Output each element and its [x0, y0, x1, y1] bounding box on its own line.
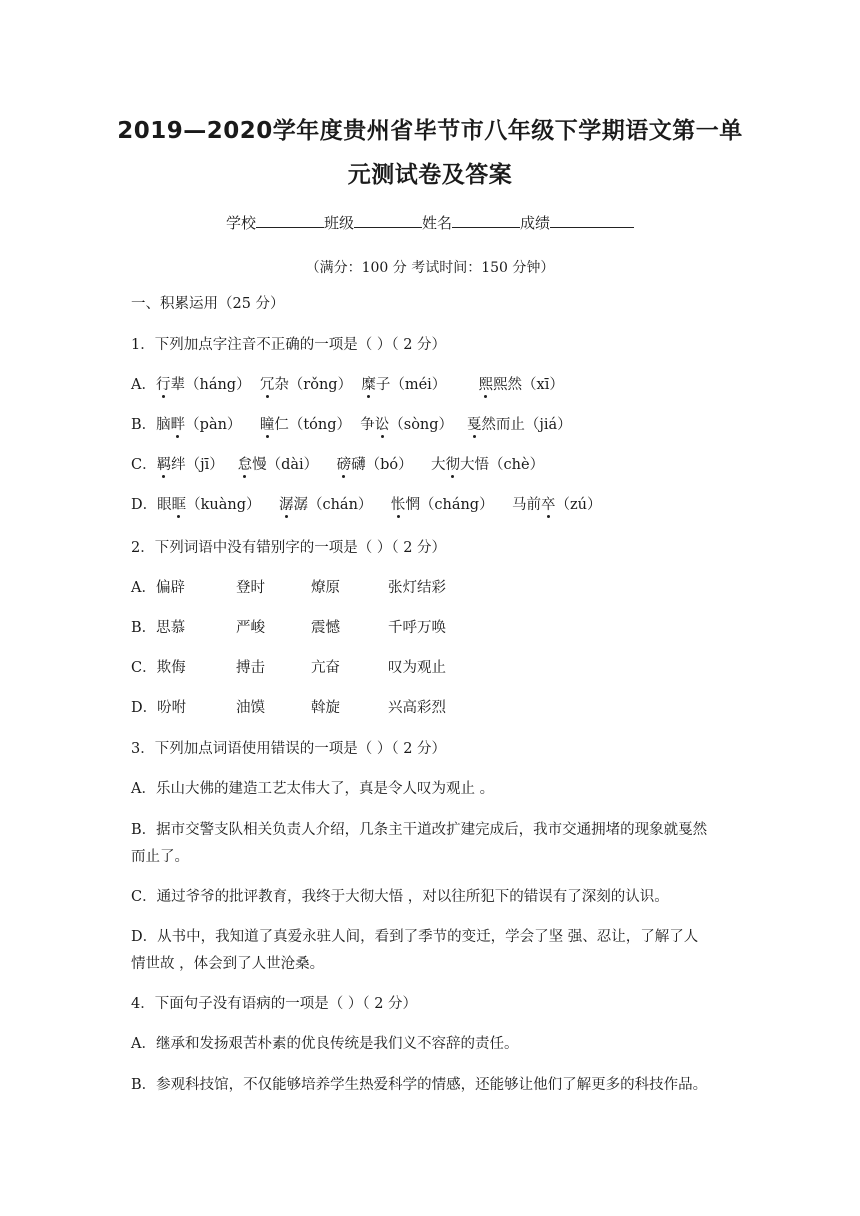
- q3-option-b-line1: B．据市交警支队相关负责人介绍，几条主干道改扩建完成后，我市交通拥堵的现象就戛然: [131, 822, 708, 838]
- q3-option-c: C．通过爷爷的批评教育，我终于大彻大悟 ，对以往所犯下的错误有了深刻的认识。: [131, 889, 669, 905]
- q3-option-a: A．乐山大佛的建造工艺太伟大了，真是令人叹为观止 。: [131, 781, 495, 797]
- school-label: 学校: [225, 214, 256, 232]
- exam-title-line1: 2019—2020学年度贵州省毕节市八年级下学期语文第一单: [117, 118, 743, 144]
- score-label: 成绩: [520, 214, 551, 232]
- q1-c-dotted-char: 羁: [156, 457, 172, 473]
- q3-option-b-line2: 而止了。: [131, 849, 189, 865]
- name-blank[interactable]: [452, 213, 520, 228]
- score-blank[interactable]: [550, 213, 634, 228]
- q1-option-d: D．眼眶（kuàng） 潺潺（chán） 怅惘（cháng） 马前卒（zú）: [131, 497, 602, 513]
- q1-b-dotted-char: 瞳: [259, 417, 275, 433]
- q1-c-dotted-char: 磅: [336, 457, 352, 473]
- exam-title-line2: 元测试卷及答案: [347, 162, 513, 188]
- q3-stem: 3．下列加点词语使用错误的一项是（ ）（ 2 分）: [131, 741, 447, 757]
- q1-a-dotted-char: 行: [155, 377, 171, 393]
- q1-c-dotted-char: 彻: [445, 457, 461, 473]
- student-info-row: [0, 212, 860, 233]
- q1-b-dotted-char: 戛: [466, 417, 482, 433]
- q1-d-dotted-char: 潺: [278, 497, 294, 513]
- q1-b-dotted-char: 讼: [374, 417, 390, 433]
- exam-page: 2019—2020学年度贵州省毕节市八年级下学期语文第一单 元测试卷及答案 学校 班级 姓名 成绩 （满分：100 分 考试时间：150 分钟） 一、积累运用（25 分） 1．下列加点字注音不正确的一项是（ ）（ 2 分） A．行辈（háng） 冗杂（rǒng） 糜子（méi） 熙熙然（xī） B．脑畔（pàn） 瞳仁（tóng） 争讼（sòng） 戛然而止（jiá） C．羁绊（jī） 怠慢（dài） 磅礴（bó） 大彻大悟（chè） D．眼眶（kuàng） 潺潺（chán） 怅惘（cháng） 马前卒（zú） 2．下列词语中没有错别字的一项是（ ）（ 2 分） A．偏辟 登时 燎原 张灯结彩 B．思慕 严峻 震憾 千呼万唤 C．欺侮 搏击 亢奋 叹为观止 D．吩咐 油馍 斡旋 兴高彩烈 3．下列加点词语使用错误的一项是（ ）（ 2 分） A．乐山大佛的建造工艺太伟大了，真是令人叹为观止 。 B．据市交警支队相关负责人介绍，几条主干道改扩建完成后，我市交通拥堵的现象就戛然 而止了。 C．通过爷爷的批评教育，我终于大彻大悟 ，对以往所犯下的错误有了深刻的认识。 D．从书中，我知道了真爱永驻人间，看到了季节的变迁，学会了坚 强、忍让，了解了人 情世故 ，体会到了人世沧桑。 4．下面句子没有语病的一项是（ ）（ 2 分） A．继承和发扬艰苦朴素的优良传统是我们义不容辞的责任。 B．参观科技馆，不仅能够培养学生热爱科学的情感，还能够让他们了解更多的科技作品。: [0, 0, 860, 1216]
- school-blank[interactable]: [256, 213, 324, 228]
- exam-note: （满分：100 分 考试时间：150 分钟）: [305, 260, 555, 276]
- q3-option-d-line2: 情世故 ，体会到了人世沧桑。: [131, 956, 325, 972]
- q4-stem: 4．下面句子没有语病的一项是（ ）（ 2 分）: [131, 996, 418, 1012]
- q1-option-b: B．脑畔（pàn） 瞳仁（tóng） 争讼（sòng） 戛然而止（jiá）: [131, 417, 572, 433]
- section-heading: 一、积累运用（25 分）: [131, 296, 285, 312]
- q1-b-dotted-char: 畔: [170, 417, 186, 433]
- q1-d-dotted-char: 怅: [390, 497, 406, 513]
- q1-a-dotted-char: 糜: [361, 377, 376, 393]
- q1-a-dotted-char: 熙: [478, 377, 494, 393]
- q2-stem: 2．下列词语中没有错别字的一项是（ ）（ 2 分）: [131, 540, 447, 556]
- q1-d-dotted-char: 卒: [541, 497, 556, 513]
- q1-a-dotted-char: 冗: [259, 377, 275, 393]
- q1-option-c: C．羁绊（jī） 怠慢（dài） 磅礴（bó） 大彻大悟（chè）: [131, 457, 545, 473]
- q3-option-d-line1: D．从书中，我知道了真爱永驻人间，看到了季节的变迁，学会了坚 强、忍让，了解了人: [131, 929, 699, 945]
- class-label: 班级: [323, 214, 354, 232]
- q4-option-b: B．参观科技馆，不仅能够培养学生热爱科学的情感，还能够让他们了解更多的科技作品。: [131, 1077, 708, 1093]
- q4-option-a: A．继承和发扬艰苦朴素的优良传统是我们义不容辞的责任。: [131, 1036, 519, 1052]
- q1-d-dotted-char: 眶: [171, 497, 187, 513]
- q1-c-dotted-char: 怠: [237, 457, 253, 473]
- q1-stem: 1．下列加点字注音不正确的一项是（ ）（ 2 分）: [131, 337, 447, 353]
- class-blank[interactable]: [354, 213, 422, 228]
- q1-option-a: A．行辈（háng） 冗杂（rǒng） 糜子（méi） 熙熙然（xī）: [131, 377, 564, 393]
- name-label: 姓名: [422, 214, 453, 232]
